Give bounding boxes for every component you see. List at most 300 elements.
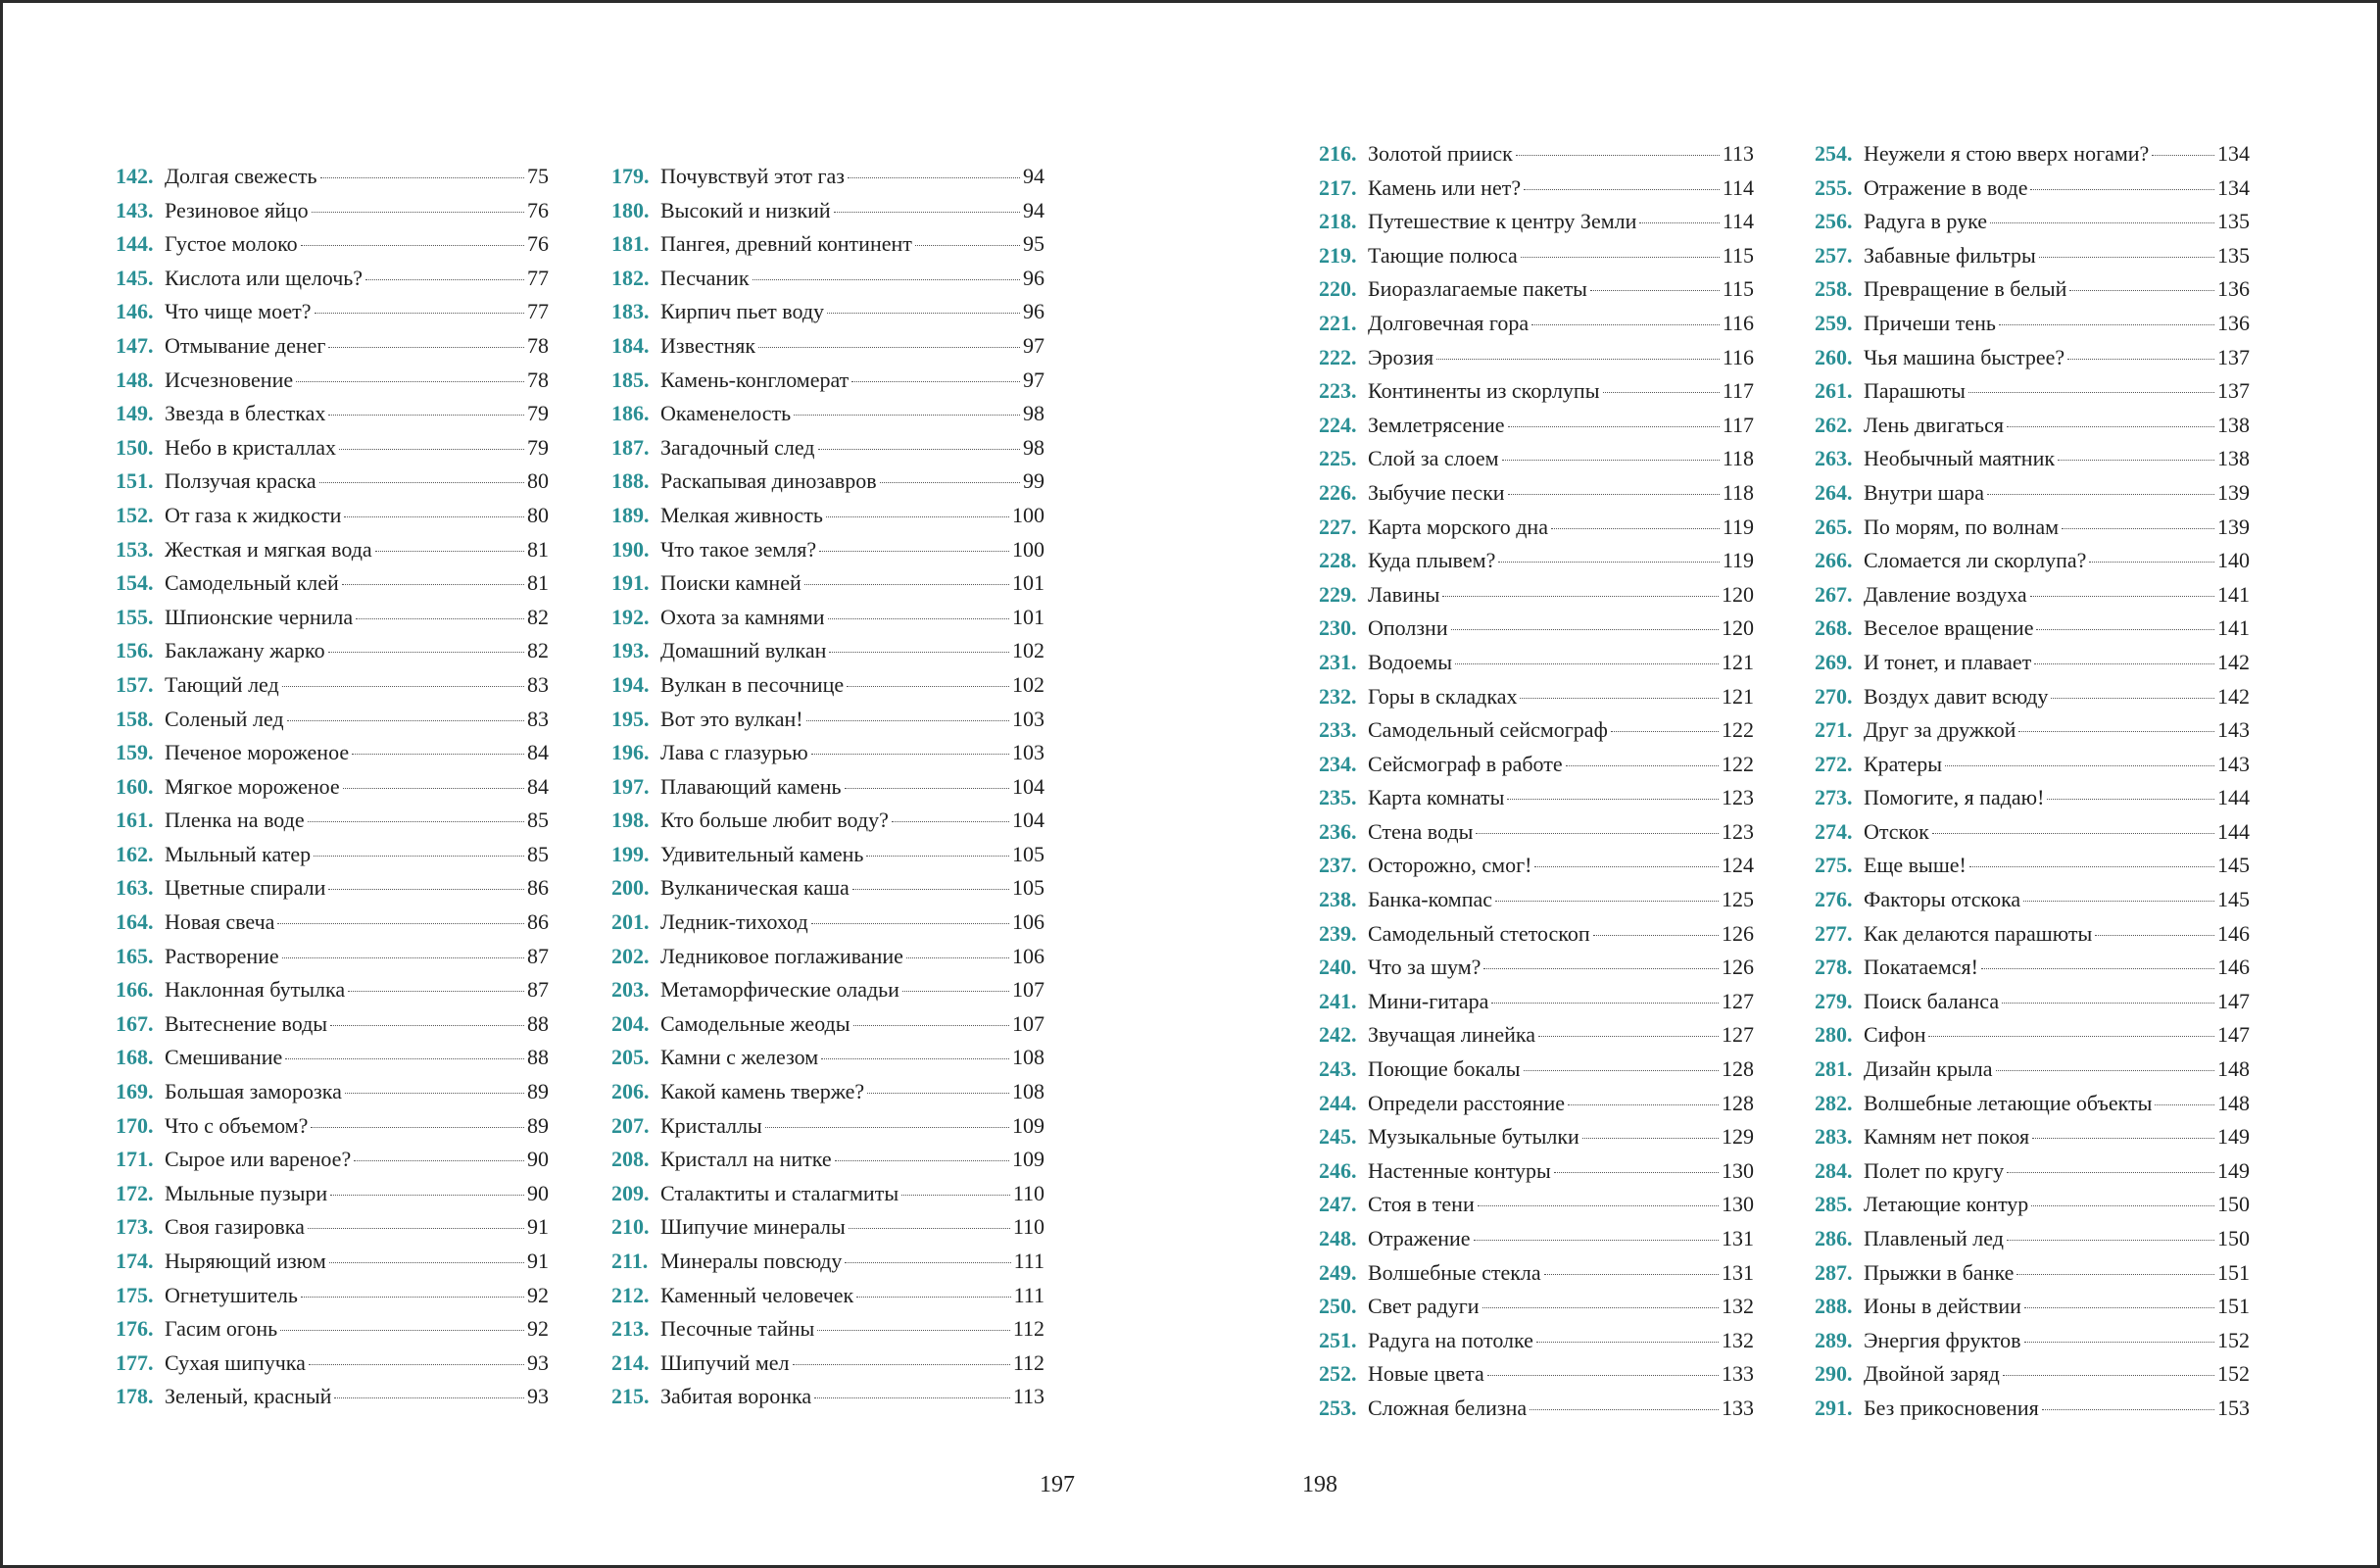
- toc-entry-number: 208.: [611, 1147, 650, 1172]
- toc-entry-page: 81: [527, 536, 549, 562]
- toc-entry-number: 247.: [1319, 1192, 1357, 1217]
- toc-entry-title: Поиски камней: [660, 570, 801, 596]
- toc-entry-number: 195.: [611, 706, 650, 731]
- toc-entry: [1319, 713, 1754, 748]
- toc-entry: [611, 194, 1044, 228]
- toc-entry: [611, 906, 1044, 940]
- toc-entry-number: 251.: [1319, 1327, 1357, 1352]
- toc-entry-number: 221.: [1319, 310, 1357, 335]
- toc-entry-page: 129: [1722, 1124, 1754, 1150]
- toc-entry: [1319, 781, 1754, 815]
- toc-entry-page: 139: [2217, 514, 2250, 539]
- dot-leader: [811, 923, 1009, 924]
- toc-entry: [1815, 1087, 2250, 1121]
- toc-entry-page: 96: [1023, 299, 1044, 324]
- toc-entry-page: 83: [527, 671, 549, 697]
- dot-leader: [1478, 1205, 1719, 1206]
- toc-entry: [1815, 476, 2250, 511]
- toc-entry-number: 205.: [611, 1045, 650, 1070]
- toc-entry-number: 142.: [116, 164, 154, 188]
- toc-entry-page: 149: [2217, 1157, 2250, 1183]
- toc-entry: [1815, 442, 2250, 476]
- dot-leader: [308, 1228, 524, 1229]
- dot-leader: [835, 1160, 1009, 1161]
- toc-entry: [611, 1007, 1044, 1042]
- toc-entry-page: 89: [527, 1112, 549, 1138]
- toc-entry-title: Высокий и низкий: [660, 197, 831, 222]
- dot-leader: [1582, 1138, 1719, 1139]
- toc-entry-number: 261.: [1815, 378, 1853, 404]
- dot-leader: [1491, 1003, 1719, 1004]
- toc-entry-page: 135: [2217, 209, 2250, 234]
- toc-entry-page: 84: [527, 740, 549, 765]
- toc-entry-number: 155.: [116, 604, 154, 629]
- toc-entry-page: 89: [527, 1079, 549, 1104]
- toc-entry: [1319, 476, 1754, 511]
- toc-entry-number: 152.: [116, 502, 154, 527]
- toc-entry-title: Загадочный след: [660, 434, 815, 460]
- dot-leader: [301, 245, 524, 246]
- toc-entry-number: 158.: [116, 706, 154, 731]
- toc-entry-page: 117: [1722, 412, 1754, 437]
- toc-entry: [611, 703, 1044, 737]
- toc-entry-title: Плавленый лед: [1864, 1226, 2004, 1250]
- toc-entry-number: 215.: [611, 1384, 650, 1409]
- toc-entry-title: Кто больше любит воду?: [660, 808, 889, 833]
- dot-leader: [2034, 663, 2214, 664]
- dot-leader: [1476, 833, 1719, 834]
- toc-entry-page: 90: [527, 1147, 549, 1172]
- toc-entry-title: Вытеснение воды: [165, 1010, 328, 1036]
- toc-entry: [1319, 612, 1754, 646]
- dot-leader: [344, 516, 524, 517]
- toc-entry: [611, 566, 1044, 601]
- toc-entry: [611, 227, 1044, 262]
- toc-entry: [1815, 1392, 2250, 1426]
- toc-entry-title: Забитая воронка: [660, 1384, 812, 1409]
- toc-entry: [1815, 917, 2250, 952]
- toc-entry-number: 223.: [1319, 378, 1357, 404]
- toc-entry-number: 287.: [1815, 1259, 1853, 1285]
- toc-entry-number: 172.: [116, 1180, 154, 1205]
- toc-entry: [116, 1210, 549, 1245]
- toc-entry-page: 122: [1722, 717, 1754, 743]
- toc-entry-page: 75: [527, 164, 549, 188]
- toc-entry: [1815, 612, 2250, 646]
- toc-entry: [116, 1347, 549, 1381]
- dot-leader: [1566, 765, 1719, 766]
- toc-entry-page: 109: [1012, 1112, 1044, 1138]
- toc-entry-page: 116: [1722, 344, 1754, 369]
- toc-entry: [611, 770, 1044, 805]
- toc-entry-page: 80: [527, 468, 549, 494]
- toc-entry-page: 112: [1012, 1349, 1044, 1375]
- toc-entry-number: 143.: [116, 197, 154, 222]
- toc-entry-title: Волшебные летающие объекты: [1864, 1090, 2153, 1115]
- toc-entry-page: 99: [1023, 468, 1044, 494]
- toc-entry-title: Волшебные стекла: [1368, 1259, 1541, 1285]
- dot-leader: [2031, 1205, 2214, 1206]
- toc-entry-number: 248.: [1319, 1226, 1357, 1250]
- dot-leader: [309, 1364, 524, 1365]
- toc-entry-number: 198.: [611, 808, 650, 833]
- dot-leader: [2030, 189, 2214, 190]
- toc-entry-title: Огнетушитель: [165, 1282, 298, 1307]
- toc-entry: [116, 668, 549, 703]
- toc-entry-page: 88: [527, 1010, 549, 1036]
- toc-entry: [1815, 951, 2250, 985]
- toc-entry-number: 249.: [1319, 1259, 1357, 1285]
- toc-entry-page: 100: [1012, 502, 1044, 527]
- toc-entry-title: Полет по кругу: [1864, 1157, 2005, 1183]
- toc-entry-title: Новые цвета: [1368, 1361, 1484, 1387]
- toc-entry-number: 224.: [1319, 412, 1357, 437]
- page-number-right: 198: [1302, 1472, 1337, 1497]
- dot-leader: [806, 720, 1009, 721]
- dot-leader: [2051, 698, 2214, 699]
- toc-entry-number: 168.: [116, 1045, 154, 1070]
- dot-leader: [828, 618, 1010, 619]
- toc-entry-page: 91: [527, 1249, 549, 1273]
- toc-entry: [1815, 1290, 2250, 1324]
- toc-entry: [116, 1380, 549, 1414]
- toc-entry-number: 189.: [611, 502, 650, 527]
- toc-entry-number: 180.: [611, 197, 650, 222]
- toc-entry: [116, 397, 549, 431]
- toc-entry: [1319, 1087, 1754, 1121]
- toc-entry-page: 134: [2217, 141, 2250, 166]
- toc-entry-title: Помогите, я падаю!: [1864, 785, 2045, 810]
- toc-entry: [1815, 713, 2250, 748]
- toc-entry: [1319, 646, 1754, 680]
- toc-entry-title: Зыбучие пески: [1368, 479, 1505, 505]
- toc-entry: [611, 634, 1044, 668]
- toc-entry-number: 263.: [1815, 446, 1853, 471]
- toc-entry-title: Почувствуй этот газ: [660, 164, 845, 188]
- toc-entry-number: 284.: [1815, 1157, 1853, 1183]
- toc-entry-number: 283.: [1815, 1124, 1853, 1150]
- toc-entry-page: 109: [1012, 1147, 1044, 1172]
- toc-entry-page: 85: [527, 841, 549, 866]
- toc-entry: [611, 973, 1044, 1007]
- toc-entry-page: 137: [2217, 344, 2250, 369]
- toc-entry-page: 127: [1722, 1022, 1754, 1048]
- toc-entry-page: 102: [1012, 671, 1044, 697]
- dot-leader: [849, 1228, 1010, 1229]
- toc-entry: [1815, 1188, 2250, 1222]
- toc-entry-page: 147: [2217, 988, 2250, 1013]
- toc-entry-page: 144: [2217, 818, 2250, 844]
- toc-entry-number: 289.: [1815, 1327, 1853, 1352]
- toc-entry-number: 218.: [1319, 209, 1357, 234]
- toc-entry: [116, 1245, 549, 1279]
- toc-entry-page: 98: [1023, 434, 1044, 460]
- dot-leader: [334, 1397, 524, 1398]
- toc-entry-number: 175.: [116, 1282, 154, 1307]
- dot-leader: [901, 1195, 1010, 1196]
- toc-entry-number: 233.: [1319, 717, 1357, 743]
- dot-leader: [330, 1025, 524, 1026]
- toc-entry-number: 285.: [1815, 1192, 1853, 1217]
- toc-entry-title: Причеши тень: [1864, 310, 1996, 335]
- toc-entry-number: 165.: [116, 943, 154, 968]
- dot-leader: [1507, 799, 1719, 800]
- dot-leader: [356, 618, 524, 619]
- toc-entry: [116, 262, 549, 296]
- toc-entry: [611, 804, 1044, 838]
- toc-entry-title: Самодельный стетоскоп: [1368, 920, 1590, 946]
- dot-leader: [2058, 460, 2214, 461]
- toc-entry-title: Факторы отскока: [1864, 887, 2021, 912]
- toc-entry-title: Кислота или щелочь?: [165, 265, 364, 290]
- toc-entry-page: 143: [2217, 717, 2250, 743]
- toc-entry: [116, 703, 549, 737]
- toc-entry-title: Вот это вулкан!: [660, 706, 803, 731]
- toc-entry: [1815, 985, 2250, 1019]
- toc-entry-title: Удивительный камень: [660, 841, 864, 866]
- toc-entry: [1815, 1324, 2250, 1358]
- toc-entry-title: Мыльный катер: [165, 841, 312, 866]
- toc-entry: [611, 1177, 1044, 1211]
- toc-entry-title: Гасим огонь: [165, 1316, 278, 1342]
- toc-entry-page: 152: [2217, 1327, 2250, 1352]
- dot-leader: [1508, 426, 1720, 427]
- toc-entry-number: 257.: [1815, 242, 1853, 268]
- toc-entry-page: 93: [527, 1349, 549, 1375]
- dot-leader: [296, 381, 524, 382]
- toc-entry-page: 136: [2217, 310, 2250, 335]
- dot-leader: [848, 177, 1020, 178]
- toc-entry-title: Стена воды: [1368, 818, 1474, 844]
- toc-entry-number: 225.: [1319, 446, 1357, 471]
- toc-entry-page: 146: [2217, 955, 2250, 980]
- toc-entry-number: 204.: [611, 1010, 650, 1036]
- dot-leader: [365, 279, 524, 280]
- toc-entry-title: Эрозия: [1368, 344, 1434, 369]
- toc-entry-number: 181.: [611, 231, 650, 257]
- toc-entry: [611, 262, 1044, 296]
- dot-leader: [339, 449, 524, 450]
- toc-entry: [1815, 272, 2250, 307]
- dot-leader: [301, 1297, 524, 1298]
- toc-entry-page: 119: [1722, 514, 1754, 539]
- toc-entry-title: Самодельный клей: [165, 570, 339, 596]
- dot-leader: [1524, 189, 1720, 190]
- toc-entry-number: 252.: [1319, 1361, 1357, 1387]
- toc-entry: [611, 1380, 1044, 1414]
- toc-entry-title: Забавные фильтры: [1864, 242, 2036, 268]
- toc-entry-number: 264.: [1815, 479, 1853, 505]
- toc-entry-page: 121: [1722, 649, 1754, 674]
- toc-entry-number: 200.: [611, 875, 650, 901]
- toc-entry: [1815, 172, 2250, 206]
- toc-entry: [611, 329, 1044, 364]
- toc-entry-number: 190.: [611, 536, 650, 562]
- toc-entry-number: 193.: [611, 638, 650, 663]
- toc-entry: [1319, 205, 1754, 239]
- dot-leader: [328, 652, 524, 653]
- dot-leader: [2095, 935, 2214, 936]
- toc-entry-number: 159.: [116, 740, 154, 765]
- toc-entry-number: 260.: [1815, 344, 1853, 369]
- toc-entry-number: 185.: [611, 367, 650, 392]
- dot-leader: [1534, 866, 1719, 867]
- toc-entry-page: 86: [527, 875, 549, 901]
- dot-leader: [282, 686, 524, 687]
- toc-entry: [1815, 748, 2250, 782]
- toc-entry: [611, 431, 1044, 466]
- toc-entry-page: 94: [1023, 197, 1044, 222]
- toc-entry-page: 112: [1012, 1316, 1044, 1342]
- toc-entry-title: Неужели я стою вверх ногами?: [1864, 141, 2150, 166]
- dot-leader: [2024, 1307, 2214, 1308]
- toc-entry: [116, 940, 549, 974]
- toc-entry: [1815, 883, 2250, 917]
- dot-leader: [2042, 1409, 2214, 1410]
- toc-entry-page: 143: [2217, 751, 2250, 776]
- toc-entry-number: 163.: [116, 875, 154, 901]
- toc-entry-page: 80: [527, 502, 549, 527]
- toc-entry-number: 242.: [1319, 1022, 1357, 1048]
- toc-entry: [1319, 1324, 1754, 1358]
- toc-entry-title: Самодельный сейсмограф: [1368, 717, 1608, 743]
- toc-entry-number: 280.: [1815, 1022, 1853, 1048]
- toc-entry-page: 141: [2217, 581, 2250, 607]
- toc-entry-number: 167.: [116, 1010, 154, 1036]
- toc-entry-title: Что такое земля?: [660, 536, 817, 562]
- dot-leader: [2007, 426, 2214, 427]
- dot-leader: [2016, 1274, 2214, 1275]
- toc-entry-number: 194.: [611, 671, 650, 697]
- toc-entry-title: Шипучие минералы: [660, 1214, 846, 1240]
- toc-entry: [116, 1109, 549, 1144]
- dot-leader: [1451, 629, 1719, 630]
- toc-entry-number: 234.: [1319, 751, 1357, 776]
- toc-entry-page: 90: [527, 1180, 549, 1205]
- toc-entry-title: Сложная белизна: [1368, 1395, 1528, 1420]
- toc-entry-number: 278.: [1815, 955, 1853, 980]
- dot-leader: [1928, 1036, 2214, 1037]
- toc-entry-number: 275.: [1815, 853, 1853, 878]
- dot-leader: [2155, 1104, 2214, 1105]
- toc-entry-title: Звучащая линейка: [1368, 1022, 1535, 1048]
- toc-entry-number: 150.: [116, 434, 154, 460]
- toc-entry-number: 220.: [1319, 276, 1357, 302]
- dot-leader: [2039, 257, 2214, 258]
- toc-entry: [1815, 205, 2250, 239]
- toc-entry-page: 132: [1722, 1327, 1754, 1352]
- toc-entry-number: 255.: [1815, 174, 1853, 200]
- toc-entry-number: 217.: [1319, 174, 1357, 200]
- toc-entry: [1815, 409, 2250, 443]
- toc-entry-title: Ныряющий изюм: [165, 1249, 326, 1273]
- toc-entry-page: 116: [1722, 310, 1754, 335]
- dot-leader: [829, 652, 1009, 653]
- dot-leader: [817, 1330, 1010, 1331]
- toc-entry-page: 104: [1012, 808, 1044, 833]
- toc-entry-number: 235.: [1319, 785, 1357, 810]
- toc-entry-page: 76: [527, 231, 549, 257]
- toc-entry-title: Мини-гитара: [1368, 988, 1489, 1013]
- toc-entry-page: 126: [1722, 955, 1754, 980]
- toc-entry-title: Камень или нет?: [1368, 174, 1522, 200]
- toc-entry-title: Камень-конгломерат: [660, 367, 850, 392]
- toc-entry-page: 106: [1012, 943, 1044, 968]
- toc-entry-number: 259.: [1815, 310, 1853, 335]
- toc-entry-number: 230.: [1319, 615, 1357, 641]
- toc-entry-title: Покатаемся!: [1864, 955, 1978, 980]
- dot-leader: [892, 821, 1009, 822]
- toc-entry: [1815, 511, 2250, 545]
- dot-leader: [308, 821, 524, 822]
- toc-entry-page: 122: [1722, 751, 1754, 776]
- toc-entry: [611, 1109, 1044, 1144]
- toc-entry-number: 267.: [1815, 581, 1853, 607]
- toc-entry: [611, 940, 1044, 974]
- toc-entry-title: Каменный человечек: [660, 1282, 854, 1307]
- toc-entry-title: Самодельные жеоды: [660, 1010, 850, 1036]
- toc-entry-number: 272.: [1815, 751, 1853, 776]
- dot-leader: [794, 415, 1020, 416]
- toc-entry-title: Пленка на воде: [165, 808, 305, 833]
- toc-entry: [611, 499, 1044, 533]
- dot-leader: [866, 856, 1009, 857]
- toc-entry: [611, 668, 1044, 703]
- toc-entry-title: Метаморфические оладьи: [660, 977, 899, 1003]
- toc-entry-number: 229.: [1319, 581, 1357, 607]
- toc-column-2: [611, 160, 1044, 1414]
- toc-entry-title: Что за шум?: [1368, 955, 1481, 980]
- toc-entry: [1815, 1357, 2250, 1392]
- toc-entry: [1319, 951, 1754, 985]
- toc-entry-title: Песочные тайны: [660, 1316, 815, 1342]
- dot-leader: [856, 1297, 1010, 1298]
- toc-entry-title: И тонет, и плавает: [1864, 649, 2032, 674]
- toc-entry-number: 147.: [116, 332, 154, 358]
- toc-entry: [116, 1075, 549, 1109]
- toc-entry-page: 115: [1722, 242, 1754, 268]
- toc-entry-number: 186.: [611, 401, 650, 426]
- toc-entry-page: 125: [1722, 887, 1754, 912]
- toc-entry-title: Путешествие к центру Земли: [1368, 209, 1637, 234]
- toc-entry-page: 146: [2217, 920, 2250, 946]
- dot-leader: [2007, 1240, 2214, 1241]
- toc-entry-title: Кристалл на нитке: [660, 1147, 832, 1172]
- toc-entry-number: 211.: [611, 1249, 649, 1273]
- toc-entry-page: 120: [1722, 615, 1754, 641]
- toc-entry-title: По морям, по волнам: [1864, 514, 2060, 539]
- dot-leader: [2002, 1003, 2214, 1004]
- dot-leader: [845, 1262, 1010, 1263]
- dot-leader: [1498, 562, 1719, 563]
- toc-entry-number: 176.: [116, 1316, 154, 1342]
- toc-entry: [116, 634, 549, 668]
- toc-entry-page: 105: [1012, 875, 1044, 901]
- toc-entry-page: 114: [1722, 209, 1754, 234]
- toc-entry-page: 138: [2217, 412, 2250, 437]
- dot-leader: [1524, 1070, 1719, 1071]
- toc-entry-number: 253.: [1319, 1395, 1357, 1420]
- toc-entry-title: Двойной заряд: [1864, 1361, 2000, 1387]
- toc-entry: [611, 601, 1044, 635]
- toc-entry-number: 203.: [611, 977, 650, 1003]
- toc-entry-title: Своя газировка: [165, 1214, 305, 1240]
- toc-entry-title: Густое молоко: [165, 231, 298, 257]
- toc-entry-number: 276.: [1815, 887, 1853, 912]
- toc-entry-title: Веселое вращение: [1864, 615, 2034, 641]
- dot-leader: [826, 516, 1009, 517]
- dot-leader: [1999, 324, 2214, 325]
